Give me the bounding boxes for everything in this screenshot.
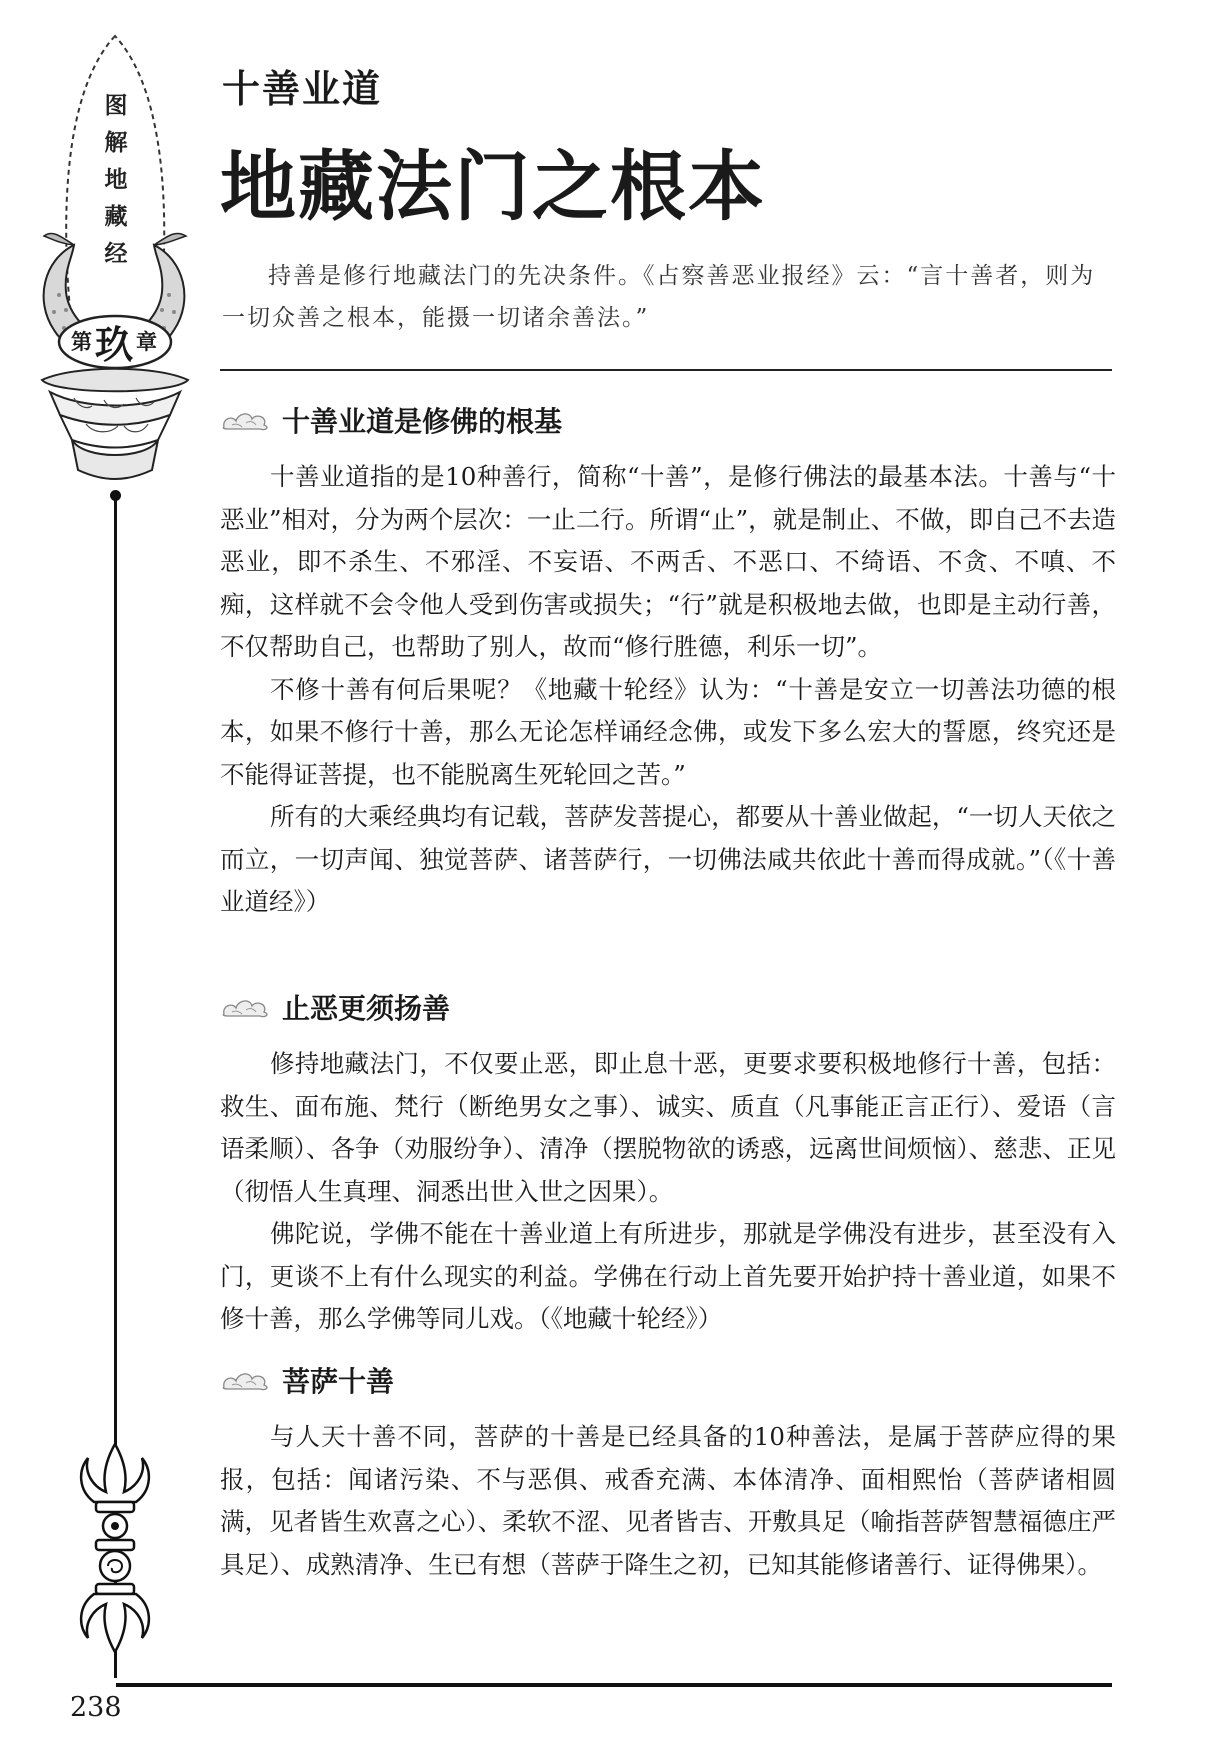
section-heading xyxy=(220,985,1116,1029)
cloud-ornament-icon xyxy=(220,994,272,1020)
section-title: 止恶更须扬善 xyxy=(282,992,451,1025)
section-bodhisattva-virtues xyxy=(220,1358,1116,1586)
vajra-ornament-icon xyxy=(72,1440,158,1656)
chapter-suffix: 章 xyxy=(136,330,157,354)
section-promote-good xyxy=(220,985,1116,1341)
vertical-title-char: 图 xyxy=(104,93,128,119)
cloud-ornament-icon xyxy=(220,1367,272,1393)
section-foundation xyxy=(220,398,1116,924)
page-number: 238 xyxy=(70,1692,122,1723)
section-heading xyxy=(220,1358,1116,1402)
vertical-title-char: 地 xyxy=(104,167,128,193)
body-paragraph: 与人天十善不同，菩萨的十善是已经具备的10种善法，是属于菩萨应得的果报，包括：闻诸污染、不与恶俱、戒香充满、本体清净、面相熙怡（菩萨诸相圆满，见者皆生欢喜之心）、柔软不涩、见者皆吉、开敷具足（喻指菩萨智慧福德庄严具足）、成熟清净、生已有想（菩萨于降生之初，已知其能修诸善行、证得佛果）。 xyxy=(220,1422,1116,1579)
body-paragraph: 所有的大乘经典均有记载，菩萨发菩提心，都要从十善业做起，“一切人天依之而立，一切声闻、独觉菩萨、诸菩萨行，一切佛法咸共依此十善而得成就。”（《十善业道经》） xyxy=(220,802,1116,916)
chapter-prefix: 第 xyxy=(70,330,92,354)
section-title: 菩萨十善 xyxy=(282,1365,395,1398)
body-paragraph: 不修十善有何后果呢？《地藏十轮经》认为：“十善是安立一切善法功德的根本，如果不修行十善，那么无论怎样诵经念佛，或发下多么宏大的誓愿，终究还是不能得证菩提，也不能脱离生死轮回之苦。” xyxy=(220,674,1116,789)
vertical-title-char: 经 xyxy=(104,241,128,267)
vertical-title-char: 解 xyxy=(104,130,128,156)
footer-divider xyxy=(116,1683,1112,1687)
chapter-badge xyxy=(62,318,166,367)
vertical-title-char: 藏 xyxy=(104,204,128,230)
chapter-number: 玖 xyxy=(94,322,133,367)
intro-paragraph: 持善是修行地藏法门的先决条件。《占察善恶业报经》云：“言十善者，则为一切众善之根本，能摄一切诸余善法。” xyxy=(222,263,1096,331)
section-body xyxy=(220,1416,1116,1586)
header-divider xyxy=(220,369,1112,371)
body-paragraph: 修持地藏法门，不仅要止恶，即止息十恶，更要求要积极地修行十善，包括：救生、面布施、梵行（断绝男女之事）、诚实、质直（凡事能正言正行）、爱语（言语柔顺）、各争（劝服纷争）、清净（摆脱物欲的诱惑，远离世间烦恼）、慈悲、正见（彻悟人生真理、洞悉出世入世之因果）。 xyxy=(220,1049,1116,1206)
body-paragraph: 佛陀说，学佛不能在十善业道上有所进步，那就是学佛没有进步，甚至没有入门，更谈不上有什么现实的利益。学佛在行动上首先要开始护持十善业道，如果不修十善，那么学佛等同儿戏。（《地藏十轮经》） xyxy=(220,1219,1116,1333)
page-title: 地藏法门之根本 xyxy=(220,142,766,231)
section-kicker: 十善业道 xyxy=(222,67,383,111)
section-body xyxy=(220,1043,1116,1341)
vertical-book-title xyxy=(96,88,136,273)
section-body xyxy=(220,456,1116,924)
cloud-ornament-icon xyxy=(220,407,272,433)
section-heading xyxy=(220,398,1116,442)
section-title: 十善业道是修佛的根基 xyxy=(282,405,563,438)
body-paragraph: 十善业道指的是10种善行，简称“十善”，是修行佛法的最基本法。十善与“十恶业”相对，分为两个层次：一止二行。所谓“止”，就是制止、不做，即自己不去造恶业，即不杀生、不邪淫、不妄语、不两舌、不恶口、不绮语、不贪、不嗔、不痴，这样就不会令他人受到伤害或损失；“行”就是积极地去做，也即是主动行善，不仅帮助自己，也帮助了别人，故而“修行胜德，利乐一切”。 xyxy=(220,462,1116,661)
